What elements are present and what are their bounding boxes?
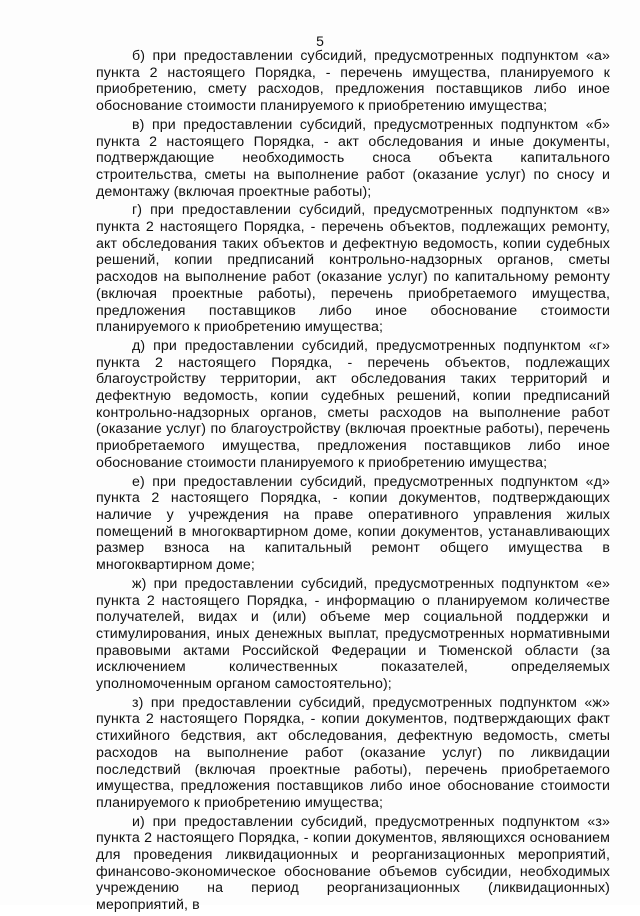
paragraph-i: и) при предоставлении субсидий, предусмотренных подпунктом «з» пункта 2 настоящего Порядка, - копии документов, являющихся основанием для проведения ликвидационных и реорганизационных мероприятий, финансово-экономическое обоснование объемов субсидии, необходимых учреждению на период реорганизационных (ликвидационных) мероприятий, в <box>96 813 610 914</box>
paragraph-e: е) при предоставлении субсидий, предусмотренных подпунктом «д» пункта 2 настоящего Порядка, - копии документов, подтверждающих наличие у учреждения на праве оперативного управления жилых помещений в многоквартирном доме, копии документов, устанавливающих размер взноса на капитальный ремонт общего имущества в многоквартирном доме; <box>96 473 610 574</box>
document-body <box>96 48 610 916</box>
paragraph-zh: ж) при предоставлении субсидий, предусмотренных подпунктом «е» пункта 2 настоящего Порядка, - информацию о планируемом количестве получателей, видах и (или) объеме мер социальной поддержки и стимулирования, иных денежных выплат, предусмотренных нормативными правовыми актами Российской Федерации и Тюменской области (за исключением количественных показателей, определяемых уполномоченным органом самостоятельно); <box>96 575 610 693</box>
paragraph-z: з) при предоставлении субсидий, предусмотренных подпунктом «ж» пункта 2 настоящего Порядка, - копии документов, подтверждающих факт стихийного бедствия, акт обследования, дефектную ведомость, сметы расходов на выполнение работ (оказание услуг) по ликвидации последствий (включая проектные работы), перечень приобретаемого имущества, предложения поставщиков либо иное обоснование стоимости планируемого к приобретению имущества; <box>96 694 610 811</box>
paragraph-g: г) при предоставлении субсидий, предусмотренных подпунктом «в» пункта 2 настоящего Порядка, - перечень объектов, подлежащих ремонту, акт обследования таких объектов и дефектную ведомость, копии судебных решений, копии предписаний контрольно-надзорных органов, сметы расходов на выполнение работ (оказание услуг) по капитальному ремонту (включая проектные работы), перечень приобретаемого имущества, предложения поставщиков либо иное обоснование стоимости планируемого к приобретению имущества; <box>96 202 610 336</box>
paragraph-d: д) при предоставлении субсидий, предусмотренных подпунктом «г» пункта 2 настоящего Порядка, - перечень объектов, подлежащих благоустройству территории, акт обследования таких территорий и дефектную ведомость, копии судебных решений, копии предписаний контрольно-надзорных органов, сметы расходов на выполнение работ (оказание услуг) по благоустройству (включая проектные работы), перечень приобретаемого имущества, предложения поставщиков либо иное обоснование стоимости планируемого к приобретению имущества; <box>96 337 610 471</box>
paragraph-v: в) при предоставлении субсидий, предусмотренных подпунктом «б» пункта 2 настоящего Порядка, - акт обследования и иные документы, подтверждающие необходимость сноса объекта капитального строительства, сметы на выполнение работ (оказание услуг) по сносу и демонтажу (включая проектные работы); <box>96 116 610 200</box>
paragraph-b: б) при предоставлении субсидий, предусмотренных подпунктом «а» пункта 2 настоящего Порядка, - перечень имущества, планируемого к приобретению, смету расходов, предложения поставщиков либо иное обоснование стоимости планируемого к приобретению имущества; <box>96 48 610 115</box>
page-number: 5 <box>316 33 324 49</box>
